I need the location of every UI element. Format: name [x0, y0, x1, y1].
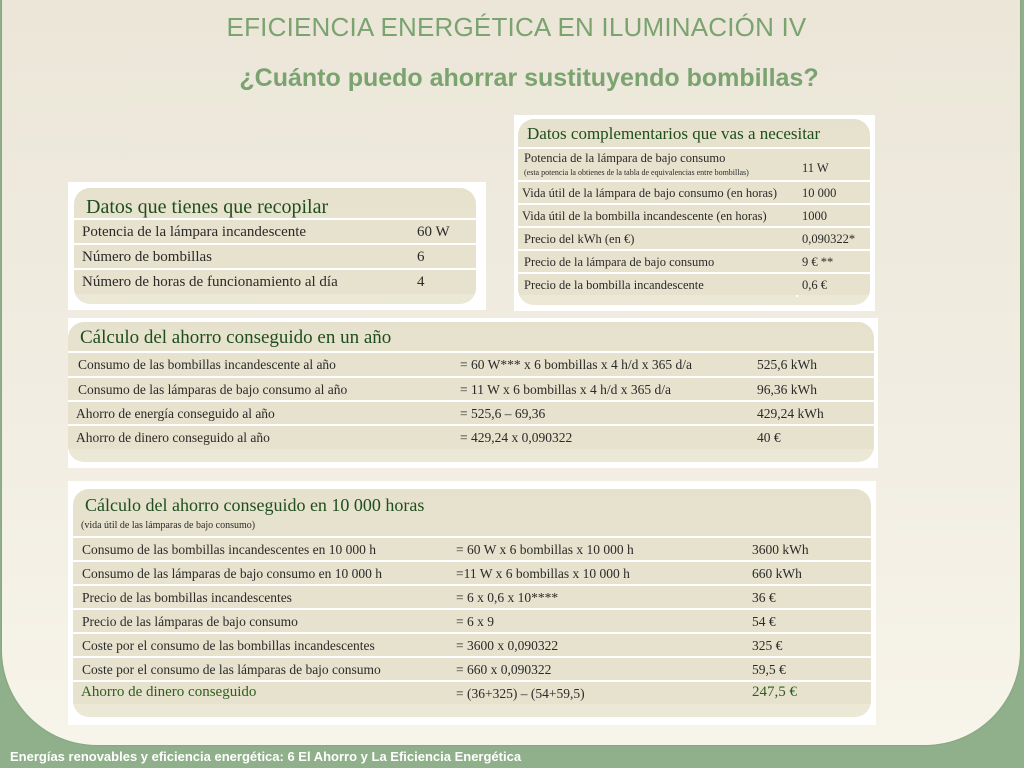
- row-label: Vida útil de la lámpara de bajo consumo (en horas): [522, 186, 778, 200]
- row-formula: =11 W x 6 bombillas x 10 000 h: [456, 566, 630, 581]
- horas-card: [73, 489, 871, 717]
- row-result: 40 €: [757, 430, 781, 445]
- complementarios-card: [518, 119, 870, 305]
- row-result: 660 kWh: [752, 566, 802, 581]
- row-result: 429,24 kWh: [757, 406, 824, 421]
- row-formula: = 525,6 – 69,36: [460, 406, 546, 421]
- row-result: 59,5 €: [752, 662, 786, 677]
- row-value: 4: [417, 274, 425, 290]
- row-label: Consumo de las lámparas de bajo consumo al año: [78, 382, 348, 397]
- row-value: 60 W: [417, 224, 450, 240]
- row-result: 96,36 kWh: [757, 382, 817, 397]
- row-label: Precio de las bombillas incandescentes: [82, 590, 292, 605]
- row-label: Coste por el consumo de las lámparas de bajo consumo: [82, 662, 381, 677]
- table-row: [68, 376, 874, 400]
- row-value: 9 € **: [802, 255, 834, 269]
- row-label: Consumo de las bombillas incandescentes en 10 000 h: [82, 542, 376, 557]
- table-row: [73, 560, 871, 584]
- anual-panel: [68, 318, 878, 468]
- row-result: 325 €: [752, 638, 783, 653]
- horas-panel: [68, 481, 876, 725]
- anual-card: [68, 322, 874, 462]
- row-label: Número de bombillas: [82, 249, 212, 265]
- row-result: 54 €: [752, 614, 776, 629]
- row-result: 36 €: [752, 590, 776, 605]
- row-label: Precio de la lámpara de bajo consumo: [524, 255, 715, 269]
- table-row: [73, 584, 871, 608]
- horas-note: (vida útil de las lámparas de bajo consumo): [81, 520, 256, 531]
- anual-heading: Cálculo del ahorro conseguido en un año: [80, 327, 392, 348]
- row-label: Ahorro de dinero conseguido al año: [76, 430, 270, 445]
- recopilar-table: [74, 218, 476, 294]
- row-value: 1000: [802, 209, 827, 223]
- row-formula: = 11 W x 6 bombillas x 4 h/d x 365 d/a: [460, 382, 671, 397]
- row-value: 0,090322*: [802, 232, 856, 246]
- row-formula: = 3600 x 0,090322: [456, 638, 559, 653]
- table-row: [73, 536, 871, 560]
- table-row: [74, 218, 476, 243]
- row-label: Potencia de la lámpara de bajo consumo: [524, 151, 726, 165]
- table-row: [518, 203, 870, 226]
- table-row: [68, 400, 874, 424]
- row-label: Vida útil de la bombilla incandescente (en horas): [522, 209, 767, 223]
- footer-text: Energías renovables y eficiencia energética: 6 El Ahorro y La Eficiencia Energética: [10, 749, 522, 764]
- row-value: 10 000: [802, 186, 837, 200]
- row-label: Consumo de las lámparas de bajo consumo en 10 000 h: [82, 566, 382, 581]
- table-row: [73, 656, 871, 680]
- table-row: [518, 180, 870, 203]
- row-result: 3600 kWh: [752, 542, 809, 557]
- complementarios-heading: Datos complementarios que vas a necesitar: [527, 124, 821, 143]
- row-value: 0,6 €: [802, 278, 827, 292]
- row-label: Número de horas de funcionamiento al día: [82, 274, 338, 290]
- row-label: Precio de la bombilla incandescente: [524, 278, 704, 292]
- recopilar-card: [74, 188, 476, 304]
- anual-table: [68, 351, 874, 449]
- slide-title: EFICIENCIA ENERGÉTICA EN ILUMINACIÓN IV: [226, 12, 807, 42]
- row-value: 11 W: [802, 161, 829, 175]
- row-label: Ahorro de dinero conseguido: [81, 684, 257, 700]
- table-row: [518, 272, 870, 295]
- row-label: Precio de las lámparas de bajo consumo: [82, 614, 298, 629]
- row-result: 525,6 kWh: [757, 357, 817, 372]
- row-label: Precio del kWh (en €): [524, 232, 635, 246]
- table-row: [68, 424, 874, 449]
- row-value: 6: [417, 249, 425, 265]
- table-row: [518, 147, 870, 180]
- table-row: [518, 226, 870, 249]
- table-row: [74, 243, 476, 268]
- row-formula: = (36+325) – (54+59,5): [456, 686, 585, 701]
- complementarios-table: [518, 147, 870, 297]
- row-note: (esta potencia la obtienes de la tabla de equivalencias entre bombillas): [524, 168, 749, 177]
- row-formula: = 660 x 0,090322: [456, 662, 552, 677]
- table-row: [73, 632, 871, 656]
- row-formula: = 60 W x 6 bombillas x 10 000 h: [456, 542, 634, 557]
- horas-heading: Cálculo del ahorro conseguido en 10 000 horas: [85, 495, 425, 515]
- row-label: Ahorro de energía conseguido al año: [76, 406, 275, 421]
- row-formula: = 429,24 x 0,090322: [460, 430, 573, 445]
- row-formula: = 60 W*** x 6 bombillas x 4 h/d x 365 d/a: [460, 357, 692, 372]
- recopilar-heading: Datos que tienes que recopilar: [86, 196, 329, 218]
- row-result: 247,5 €: [752, 684, 797, 700]
- complementarios-panel: [514, 115, 875, 311]
- table-row: [73, 608, 871, 632]
- row-formula: = 6 x 0,6 x 10****: [456, 590, 559, 605]
- table-row: [518, 249, 870, 272]
- slide-subtitle: ¿Cuánto puedo ahorrar sustituyendo bombillas?: [239, 64, 819, 92]
- table-row: [68, 351, 874, 376]
- row-label: Consumo de las bombillas incandescente al año: [78, 357, 336, 372]
- table-row-total: [73, 680, 871, 704]
- row-label: Potencia de la lámpara incandescente: [82, 224, 307, 240]
- horas-table: [73, 536, 871, 704]
- recopilar-panel: [68, 182, 486, 310]
- table-row: [74, 268, 476, 294]
- row-label: Coste por el consumo de las bombillas incandescentes: [82, 638, 375, 653]
- row-formula: = 6 x 9: [456, 614, 494, 629]
